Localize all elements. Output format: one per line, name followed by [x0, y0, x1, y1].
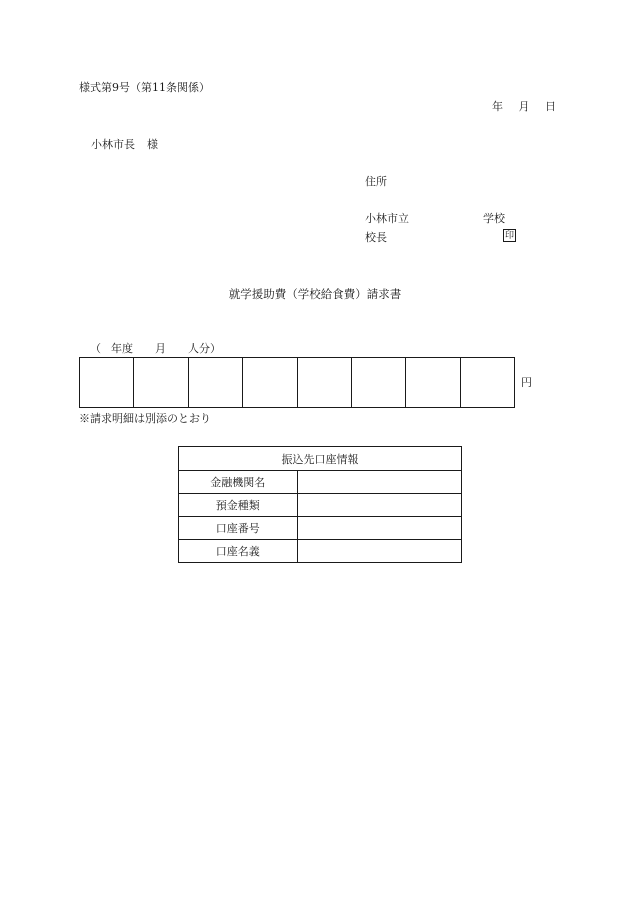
form-number: 様式第9号（第11条関係）: [79, 81, 210, 94]
amount-digit-box[interactable]: [80, 358, 134, 407]
bank-table-header: 振込先口座情報: [179, 447, 462, 471]
period-year-label: 年度: [111, 342, 133, 355]
bank-table-row: [179, 471, 462, 494]
amount-digit-boxes: [79, 357, 515, 408]
bank-field-label: 口座番号: [179, 517, 298, 540]
amount-unit-label: 円: [521, 376, 532, 389]
bank-table-row: [179, 494, 462, 517]
attachment-note: ※請求明細は別添のとおり: [79, 412, 211, 425]
principal-label: 校長: [365, 231, 387, 244]
addressee-name: 小林市長: [91, 138, 135, 151]
school-prefix: 小林市立: [365, 212, 409, 225]
period-persons-label: 人分）: [188, 342, 221, 355]
bank-field-value[interactable]: [297, 540, 461, 563]
amount-digit-box[interactable]: [243, 358, 297, 407]
bank-account-table: [178, 446, 462, 563]
bank-field-value[interactable]: [297, 471, 461, 494]
bank-field-label: 口座名義: [179, 540, 298, 563]
school-suffix: 学校: [483, 212, 505, 225]
bank-table-row: [179, 517, 462, 540]
date-day-label: 日: [545, 100, 556, 113]
amount-digit-box[interactable]: [134, 358, 188, 407]
addressee-honorific: 様: [147, 138, 158, 151]
bank-table-row: [179, 540, 462, 563]
amount-digit-box[interactable]: [298, 358, 352, 407]
amount-digit-box[interactable]: [352, 358, 406, 407]
bank-table-header-row: [179, 447, 462, 471]
document-title: 就学援助費（学校給食費）請求書: [228, 287, 402, 301]
bank-field-value[interactable]: [297, 517, 461, 540]
amount-digit-box[interactable]: [461, 358, 514, 407]
date-month-label: 月: [518, 100, 530, 113]
address-label: 住所: [365, 175, 387, 188]
amount-digit-box[interactable]: [406, 358, 460, 407]
addressee: [91, 139, 158, 150]
bank-field-label: 預金種類: [179, 494, 298, 517]
date-line: [492, 101, 556, 112]
seal-box: 印: [504, 231, 514, 241]
period-line: [90, 343, 221, 354]
period-month-label: 月: [155, 342, 166, 355]
bank-field-value[interactable]: [297, 494, 461, 517]
bank-field-label: 金融機関名: [179, 471, 298, 494]
date-year-label: 年: [492, 100, 503, 113]
amount-digit-box[interactable]: [189, 358, 243, 407]
period-open-paren: （: [90, 342, 101, 355]
